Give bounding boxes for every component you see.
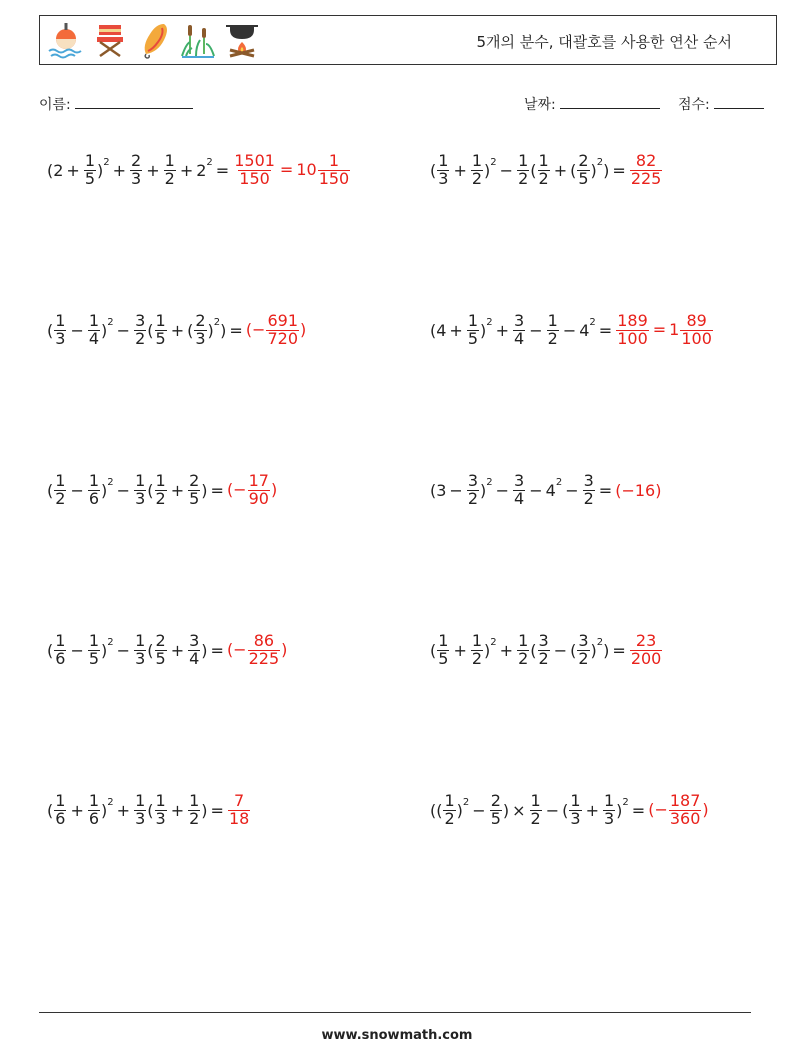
problem-4: (4 + $\frac{1}{5}$ ) $^2$ + $\frac{3}{4}$ − $\frac{1}{2}$ − 4 $^2$ = $\frac{189}{100}$ = 1 $\frac{89}{100}$ (430, 310, 712, 348)
problem-3: ( $\frac{1}{3}$ − $\frac{1}{4}$ ) $^2$ − $\frac{3}{2}$ ( $\frac{1}{5}$ + ( $\frac{2}{3}$ ) $^2$ ) = (− $\frac{691}{720}$ ) (47, 310, 307, 348)
footer-divider (39, 1012, 751, 1013)
footer-url[interactable]: www.snowmath.com (321, 1028, 473, 1043)
problem-6: (3 − $\frac{3}{2}$ ) $^2$ − $\frac{3}{4}$ − 4 $^2$ − $\frac{3}{2}$ = (−16) (430, 470, 662, 508)
answer-10: (− $\frac{187}{360}$ ) (648, 790, 709, 828)
header-icons (46, 20, 262, 62)
worksheet-title: 5개의 분수, 대괄호를 사용한 연산 순서 (476, 33, 732, 51)
answer-5: (− $\frac{17}{90}$ ) (226, 470, 278, 508)
problem-7: ( $\frac{1}{6}$ − $\frac{1}{5}$ ) $^2$ − $\frac{1}{3}$ ( $\frac{2}{5}$ + $\frac{3}{4}$ ) = (− $\frac{86}{225}$ ) (47, 630, 288, 668)
answer-9: $\frac{7}{18}$ (228, 790, 250, 828)
answer-2: $\frac{82}{225}$ (630, 150, 662, 188)
fishing-bobber-icon (46, 20, 86, 60)
date-label: 날짜: (524, 97, 556, 113)
problem-10: (( $\frac{1}{2}$ ) $^2$ − $\frac{2}{5}$ ) × $\frac{1}{2}$ − ( $\frac{1}{3}$ + $\frac{1}{3}$ ) $^2$ = (− $\frac{187}{360}$ ) (430, 790, 709, 828)
camping-chair-icon (90, 20, 130, 60)
problem-8: ( $\frac{1}{5}$ + $\frac{1}{2}$ ) $^2$ + $\frac{1}{2}$ ( $\frac{3}{2}$ − ( $\frac{3}{2}$ ) $^2$ ) = $\frac{23}{200}$ (430, 630, 662, 668)
answer-8: $\frac{23}{200}$ (630, 630, 662, 668)
problem-9: ( $\frac{1}{6}$ + $\frac{1}{6}$ ) $^2$ + $\frac{1}{3}$ ( $\frac{1}{3}$ + $\frac{1}{2}$ ) = $\frac{7}{18}$ (47, 790, 250, 828)
name-blank[interactable] (75, 94, 193, 109)
problem-2: ( $\frac{1}{3}$ + $\frac{1}{2}$ ) $^2$ − $\frac{1}{2}$ ( $\frac{1}{2}$ + ( $\frac{2}{5}$ ) $^2$ ) = $\frac{82}{225}$ (430, 150, 662, 188)
name-label: 이름: (39, 97, 71, 113)
score-field (678, 94, 764, 114)
date-blank[interactable] (560, 94, 660, 109)
problem-5: ( $\frac{1}{2}$ − $\frac{1}{6}$ ) $^2$ − $\frac{1}{3}$ ( $\frac{1}{2}$ + $\frac{2}{5}$ ) = (− $\frac{17}{90}$ ) (47, 470, 278, 508)
date-field (524, 94, 660, 114)
problem-1: (2 + $\frac{1}{5}$ ) $^2$ + $\frac{2}{3}$ + $\frac{1}{2}$ + 2 $^2$ = $\frac{1501}{150}$ = 10 $\frac{1}{150}$ (47, 150, 350, 188)
answer-7: (− $\frac{86}{225}$ ) (226, 630, 288, 668)
name-field (39, 94, 193, 114)
answer-3: (− $\frac{691}{720}$ ) (245, 310, 307, 348)
fishing-lure-icon (134, 20, 174, 60)
campfire-pot-icon (222, 20, 262, 60)
answer-1: $\frac{1501}{150}$ = 10 $\frac{1}{150}$ (234, 150, 350, 188)
answer-6: (−16) (615, 480, 662, 500)
score-label: 점수: (678, 97, 710, 113)
answer-4: $\frac{189}{100}$ = 1 $\frac{89}{100}$ (617, 310, 712, 348)
worksheet-header (39, 15, 777, 65)
score-blank[interactable] (714, 94, 764, 109)
cattail-plants-icon (178, 20, 218, 60)
